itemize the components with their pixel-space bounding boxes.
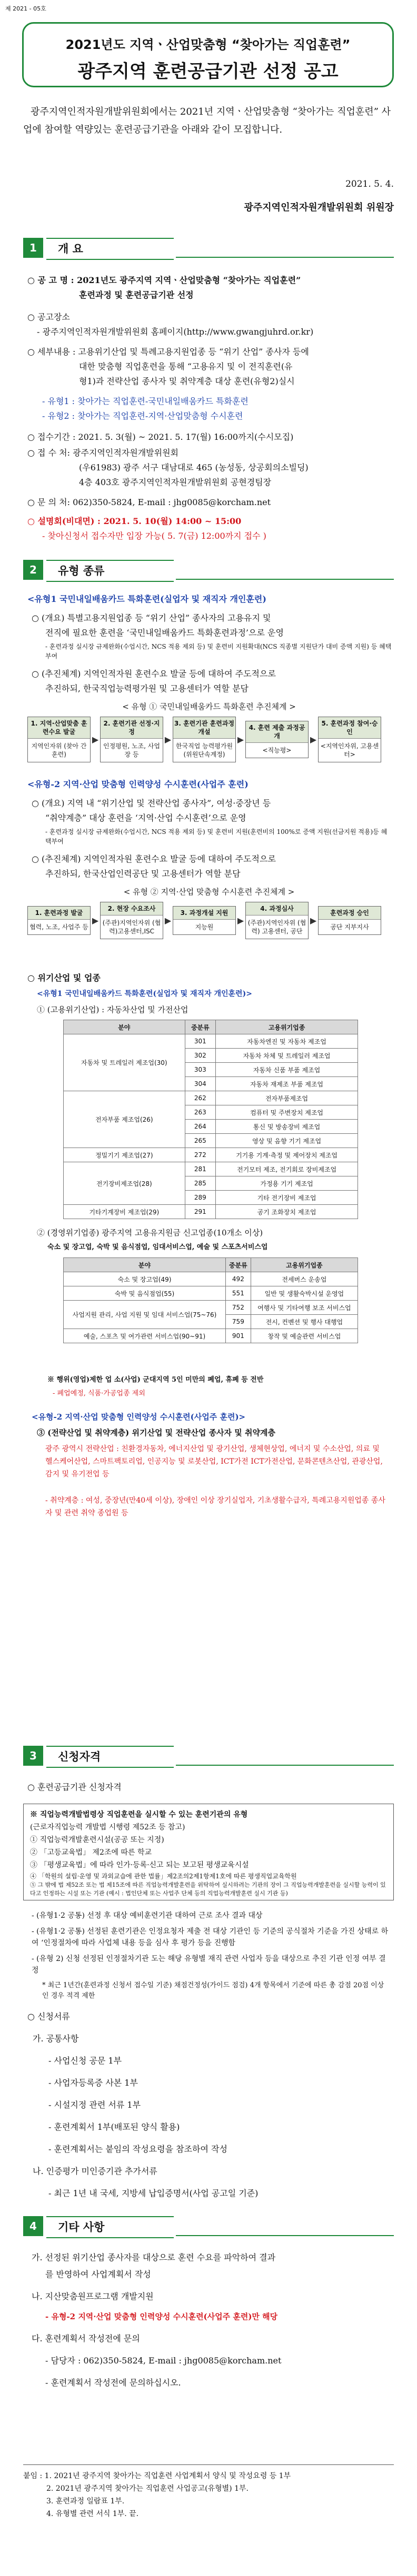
qualify-rule-2: - (유형1·2 공통) 선정된 훈련기관은 인정요청자 제출 전 대상 기관인 등 기준의 공식절차 기준을 가진 상태로 하 여 ‘인정절차에 따라 사업체 내용 등을 심사 후 평가 등을 진행함: [32, 1927, 389, 1947]
attachment-item: 4. 유형별 관련 서식 1부. 끝.: [46, 2510, 139, 2518]
arrow-right-icon: ▶: [92, 734, 99, 744]
intro-paragraph: 광주지역인적자원개발위원회에서는 2021년 지역ㆍ산업맞춤형 “찾아가는 직업훈련” 사업에 참여할 역량있는 훈련공급기관을 아래와 같이 모집합니다.: [23, 106, 391, 135]
documents-heading: ○ 신청서류: [27, 2011, 70, 2021]
qualify-note: * 최근 1년간(훈련과정 신청서 접수일 기준) 채점건정성(가이드 점검) 4개 항목에서 기준에 따른 총 감점 20점 이상인 경우 적격 제한: [42, 1981, 384, 2000]
issuer-name: 광주지역인적자원개발위원회 위원장: [244, 202, 394, 213]
table-row: 303 자동차 신품 부품 제조업: [64, 1063, 358, 1077]
type1-system-2: 추진하되, 한국직업능력평가원 및 고용센터가 역할 분담: [45, 683, 249, 693]
arrow-right-icon: ▶: [164, 734, 172, 744]
overview-briefing-note: - 찾아신청서 접수자만 입장 가능( 5. 7(금) 12:00까지 접수 ): [42, 531, 266, 541]
vulnerable-groups: - 취약계층 : 여성, 중장년(만40세 이상), 장애인 이상 장기실업자, 기초생활수급자, 특례고용지원업종 종사자 및 관련 취약 종업원 등: [45, 1496, 385, 1517]
attachment-item: 3. 훈련과정 일람표 1부.: [46, 2497, 125, 2505]
industry-note-1: ※ 행위(영업)제한 업 소(사업) 군대지역 5인 미만의 폐업, 휴폐 등 전반: [47, 1376, 264, 1384]
type1-heading: <유형1 국민내일배움카드 특화훈련(실업자 및 재직자 개인훈련): [27, 594, 266, 604]
title-box: [22, 22, 394, 87]
flow-step: 1. 지역·산업맞춤 훈련수요 발굴 지역인자위 (찾아 간 훈련): [27, 717, 91, 762]
institution-type-box: ※ 직업능력개발법령상 직업훈련을 실시할 수 있는 훈련기관의 유형 (근로자직업능력 개발법 시행령 제52조 등 참고) ① 직업능력개발훈련시설(공공 또는 지정) ② 「고등교육법」 제2조에 따른 학교 ③ 「평생교육법」에 따라 인가·등록·신고 되는 보고된 평생교육시설 ④ 「학원의 설립·운영 및 과외교습에 관한 법률」제2조의2제1항제1호에 따른 평생직업교육학원 ⑤ 그 밖에 법 제52조 또는 법 제15조에 따른 직업능력개발훈련을 위탁하여 실시하려는 기관의 장이 그 직업능력개발훈련을 실시할 능력이 있다고 인정하는 시설 또는 기관 (예시 : 법인단체 또는 사업주 단체 등의 직업능력개발훈련 실시 기관 등): [23, 1804, 394, 1900]
type2-system-2: 추진하되, 한국산업인력공단 및 고용센터가 역할 분담: [45, 869, 241, 879]
etc-line: 나. 지산맞춤원프로그램 개발지원: [32, 2291, 154, 2301]
table-row: 정밀기기 제조업(27) 272 기기용 기계·측정 및 제어장치 제조업: [64, 1148, 358, 1162]
overview-title-line: ○ 공 고 명 : 2021년도 광주지역 지역ㆍ산업맞춤형 “찾아가는 직업훈련”: [27, 275, 301, 285]
industry-table-2: 분야 중분류 고용위기업종 숙소 및 장고업(49) 492 전세버스 운송업 숙박 및 음식점업(55) 551 일반 및 생활숙박시설 운영업 사업지원 관리, 사업 지원 및 임대 서비스업(75~76) 752 여행사 및 기타여행 보조 서비스업 759 전시, 컨벤션 및 행사 대행업 예술, 스포츠 및 여가관련 서비스업(90~91) 901 창작 및 예술관련 서비스업: [63, 1257, 358, 1343]
type2-heading: <유형-2 지역·산업 맞춤형 인력양성 수시훈련(사업주 훈련): [27, 779, 249, 789]
strategic-industry-list: 광주 광역시 전략산업 : 친환경자동차, 에너지산업 및 광기산업, 생체현상업, 에너지 및 수소산업, 의료 및 헬스케어산업, 스마트팩토리업, 인공지능 및 로봇산업, ICT가전 ICT가전산업, 문화콘텐츠산업, 관광산업, 감지 및 유기전업 등: [45, 1445, 383, 1478]
table-row: 전자부품 제조업(26) 262 전자부품제조업: [64, 1091, 358, 1105]
type2-benefit: - 훈련과정 실시장 규제완화(수업시간, NCS 적용 제외 등) 및 훈련비 지원(훈련비의 100%로 증액 지원(선금지원 적용)등 혜택부여: [45, 828, 388, 845]
flow-step: 3. 과정개설 지원 지능원: [173, 906, 236, 935]
section-number: 3: [23, 1746, 43, 1766]
etc-line: 가. 선정된 위기산업 종사자를 대상으로 훈련 수요를 파악하여 결과: [32, 2252, 276, 2262]
overview-type1: - 유형1 : 찾아가는 직업훈련-국민내일배움카드 특화훈련: [42, 396, 249, 406]
overview-title-line2: 훈련과정 및 훈련공급기관 선정: [79, 290, 194, 300]
industry-subheading-2: <유형-2 지역·산업 맞춤형 인력양성 수시훈련(사업주 훈련)>: [32, 1412, 246, 1422]
section-number: 2: [23, 560, 43, 580]
overview-period: ○ 접수기간 : 2021. 5. 3(월) ~ 2021. 5. 17(월) 16:00까지(수시모집): [27, 432, 294, 442]
industry-note-2: - 폐업예정, 식품·가공업종 제외: [53, 1390, 145, 1397]
section-rule: [176, 257, 394, 258]
overview-type2: - 유형2 : 찾아가는 직업훈련-지역·산업맞춤형 수시훈련: [42, 411, 243, 421]
table-row: 예술, 스포츠 및 여가관련 서비스업(90~91) 901 창작 및 예술관련 서비스업: [64, 1329, 358, 1343]
flow-step: 3. 훈련기관 훈련과정 개설 한국직업 능력평가원 (위원단속계정): [173, 717, 236, 762]
document-item: - 훈련계획서 1부(배포된 양식 활용): [48, 2122, 180, 2132]
etc-line: - 훈련계획서 작성전에 문의하십시오.: [45, 2378, 181, 2388]
etc-contact: - 담당자 : 062)350-5824, E-mail : jhg0085@korcham.net: [45, 2356, 282, 2366]
title-line2: 광주지역 훈련공급기관 선정 공고: [77, 61, 339, 82]
document-item: - 시설지정 관련 서류 1부: [48, 2100, 141, 2110]
table-row: 숙박 및 음식점업(55) 551 일반 및 생활숙박시설 운영업: [64, 1286, 358, 1301]
table-row: 숙소 및 장고업(49) 492 전세버스 운송업: [64, 1272, 358, 1286]
type2-overview-1: ○ (개요) 지역 내 “위기산업 및 전략산업 종사자”, 여성·중장년 등: [32, 798, 271, 808]
industry-table1-caption: ① (고용위기산업) : 자동차산업 및 가전산업: [37, 1005, 188, 1014]
etc-line-highlight: - 유형-2 지역·산업 맞춤형 인력양성 수시훈련(사업주 훈련)만 해당: [45, 2312, 278, 2321]
document-number: 제 2021 - 05호: [5, 5, 46, 12]
document-item: - 최근 1년 내 국세, 지방세 납입증명서(사업 공고일 기준): [48, 2188, 259, 2198]
flow-step: 2. 훈련기관 선정·지정 인정평원, 노조, 사업장 등: [100, 717, 163, 762]
table-row: 기타기계장비 제조업(29) 291 공기 조화장치 제조업: [64, 1205, 358, 1219]
etc-line: 다. 훈련계획서 작성전에 문의: [32, 2333, 140, 2343]
type1-flow-caption: < 유형 ① 국민내일배움카드 특화훈련 추진체계 >: [122, 702, 296, 711]
type1-overview-2: 전직에 필요한 훈련을 ‘국민내일배움카드 특화훈련과정’으로 운영: [45, 628, 284, 638]
arrow-right-icon: ▶: [237, 915, 244, 925]
section-rule: [176, 579, 394, 580]
industry-table2-caption: ② (경영위기업종) 광주지역 고용유지원금 신고업종(10개소 이상): [37, 1228, 263, 1237]
type1-benefit: - 훈련과정 실시장 규제완화(수업시간, NCS 적용 제외 등) 및 훈련비 지원확대(NCS 직종별 지원단가 대비 증액 지원) 등 혜택부여: [45, 643, 392, 660]
table-row: 사업지원 관리, 사업 지원 및 임대 서비스업(75~76) 752 여행사 및 기타여행 보조 서비스업: [64, 1301, 358, 1315]
overview-contact: ○ 문 의 처: 062)350-5824, E-mail : jhg0085@korcham.net: [27, 497, 271, 507]
table-row: 자동차 및 트레일러 제조업(30) 301 자동차엔진 및 자동차 제조업: [64, 1034, 358, 1049]
table-row: 759 전시, 컨벤션 및 행사 대행업: [64, 1315, 358, 1329]
notice-date: 2021. 5. 4.: [345, 179, 394, 189]
flow-step: 4. 과정심사 (주관)지역인자위 (협력) 고용센터, 공단: [245, 902, 309, 939]
overview-place-url: - 광주지역인적자원개발위원회 홈페이지(http://www.gwangjuhrd.or.kr): [37, 327, 314, 337]
type2-system-1: ○ (추진체계) 지역인적자원 훈련수요 발굴 등에 대하여 주도적으로: [32, 854, 276, 864]
qualify-heading: ○ 훈련공급기관 신청자격: [27, 1782, 122, 1792]
documents-common: 가. 공통사항: [33, 2034, 79, 2044]
section-number: 1: [23, 238, 43, 258]
section-rule: [176, 2235, 394, 2236]
table-row: 304 자동차 재제조 부품 제조업: [64, 1077, 358, 1091]
strategic-industry-title: ③ (전략산업 및 취약계층) 위기산업 및 전략산업 종사자 및 취약계층: [37, 1428, 275, 1437]
type1-flowchart: [27, 717, 381, 762]
title-line1: 2021년도 지역ㆍ산업맞춤형 “찾아가는 직업훈련”: [65, 37, 351, 52]
overview-detail-1: ○ 세부내용 : 고용위기산업 및 특례고용지원업종 등 “위기 산업” 종사자 등에: [27, 347, 309, 357]
arrow-right-icon: ▶: [310, 915, 317, 925]
type1-overview-1: ○ (개요) 특별고용지원업종 등 “위기 산업” 종사자의 고용유지 및: [32, 613, 271, 623]
section-label: 신청자격: [46, 1746, 174, 1768]
overview-detail-2: 대한 맞춤형 직업훈련을 통해 “고용유지 및 이 전직훈련(유: [79, 361, 293, 371]
section-label: 유형 종류: [46, 560, 174, 582]
documents-extra: 나. 인증평가 미인증기관 추가서류: [33, 2166, 157, 2176]
document-item: - 훈련계획서는 붙임의 작성요령을 참조하여 작성: [48, 2144, 227, 2154]
qualify-rule-1: - (유형1·2 공통) 선정 후 대상 예비훈련기관 대하여 근로 조사 결과 대상: [32, 1911, 263, 1920]
table-row: 전기장비제조업(28) 281 전기모터 제조, 전기회로 장비제조업: [64, 1162, 358, 1176]
type2-flowchart: [27, 902, 381, 939]
attachment-item: 붙임 : 1. 2021년 광주지역 찾아가는 직업훈련 사업계획서 양식 및 작성요령 등 1부: [23, 2472, 291, 2480]
flow-step: 1. 훈련과정 발굴 협력, 노조, 사업주 등: [27, 906, 91, 935]
table-row: 302 자동차 차체 및 트레일러 제조업: [64, 1049, 358, 1063]
etc-line: 를 반영하여 사업계획서 작성: [45, 2269, 151, 2279]
overview-address-1: (우61983) 광주 서구 대남대로 465 (농성동, 상공회의소빌딩): [79, 462, 309, 472]
flow-step: 5. 훈련과정 참여·승인 <지역인자위, 고용센터>: [318, 717, 381, 762]
document-item: - 사업자등록증 사본 1부: [48, 2078, 138, 2088]
industry-table-1: 분야 중분류 고용위기업종 자동차 및 트레일러 제조업(30) 301 자동차엔진 및 자동차 제조업 302 자동차 차체 및 트레일러 제조업 303 자동차 신품 부품 제조업 304 자동차 재제조 부품 제조업 전자부품 제조업(26) 262 전자부품제조업 263 컴퓨터 및 주변장치 제조업 264 통신 및 방송장비 제조업 265 영상 및 음향 기기 제조업 정밀기기 제조업(27) 272 기기용 기계·측정 및 제어장치 제조업 전기장비제조업(28) 281 전기모터 제조, 전기회로 장비제조업 285 가정용 기기 제조업 289 기타 전기장비 제조업 기타기계장비 제조업(29) 291 공기 조화장치 제조업: [63, 1020, 358, 1219]
type2-flow-caption: < 유형 ② 지역·산업 맞춤형 수시훈련 추진체계 >: [123, 887, 295, 897]
table-row: 265 영상 및 음향 기기 제조업: [64, 1134, 358, 1148]
arrow-right-icon: ▶: [237, 734, 244, 744]
section-number: 4: [23, 2216, 43, 2236]
overview-briefing: ○ 설명회(비대면) : 2021. 5. 10(월) 14:00 ~ 15:00: [27, 516, 242, 526]
section-label: 개 요: [46, 238, 174, 260]
overview-place-label: ○ 공고장소: [27, 312, 70, 322]
overview-address-2: 4층 403호 광주지역인적자원개발위원회 공현경팀장: [79, 477, 272, 487]
overview-detail-3: 형1)과 전략산업 종사자 및 취약계층 대상 훈련(유형2)실시: [79, 376, 295, 386]
flow-step: 2. 현장 수요조사 (주관)지역인자위 (협력)고용센터,ISC: [100, 902, 163, 939]
flow-step: 4. 훈련 제출 과정공개 <직능평>: [245, 721, 309, 758]
type1-system-1: ○ (추진체계) 지역인적자원 훈련수요 발굴 등에 대하여 주도적으로: [32, 669, 276, 679]
type2-overview-2: “취약계층” 대상 훈련을 ‘지역·산업 수시훈련’으로 운영: [45, 813, 246, 823]
table-row: 289 기타 전기장비 제조업: [64, 1191, 358, 1205]
attachment-item: 2. 2021년 광주지역 찾아가는 직업훈련 사업공고(유형별) 1부.: [46, 2484, 249, 2493]
arrow-right-icon: ▶: [92, 915, 99, 925]
industry-heading: ○ 위기산업 및 업종: [27, 973, 101, 983]
qualify-rule-3: - (유형 2) 신청 선정된 인정절차기관 도는 해당 유형별 재직 관련 사업자 등을 대상으로 추진 기관 인정 여부 결정: [32, 1955, 386, 1975]
attachments: [23, 2470, 291, 2520]
flow-step: 훈련과정 승인 공단 지부지사: [318, 906, 381, 935]
industry-table2-sub: 숙소 및 장고업, 숙박 및 음식점업, 임대서비스업, 예술 및 스포츠서비스업: [47, 1243, 268, 1251]
section-label: 기타 사항: [46, 2216, 174, 2238]
arrow-right-icon: ▶: [164, 915, 172, 925]
table-row: 264 통신 및 방송장비 제조업: [64, 1120, 358, 1134]
footer-divider: [23, 2464, 394, 2465]
industry-subheading: <유형1 국민내일배움카드 특화훈련(실업자 및 재직자 개인훈련)>: [37, 990, 252, 998]
overview-receiver: ○ 접 수 처: 광주지역인적자원개발위원회: [27, 448, 178, 458]
arrow-right-icon: ▶: [310, 734, 317, 744]
document-item: - 사업신청 공문 1부: [48, 2056, 122, 2066]
table-row: 285 가정용 기기 제조업: [64, 1176, 358, 1191]
section-rule: [176, 1765, 394, 1766]
table-row: 263 컴퓨터 및 주변장치 제조업: [64, 1105, 358, 1120]
